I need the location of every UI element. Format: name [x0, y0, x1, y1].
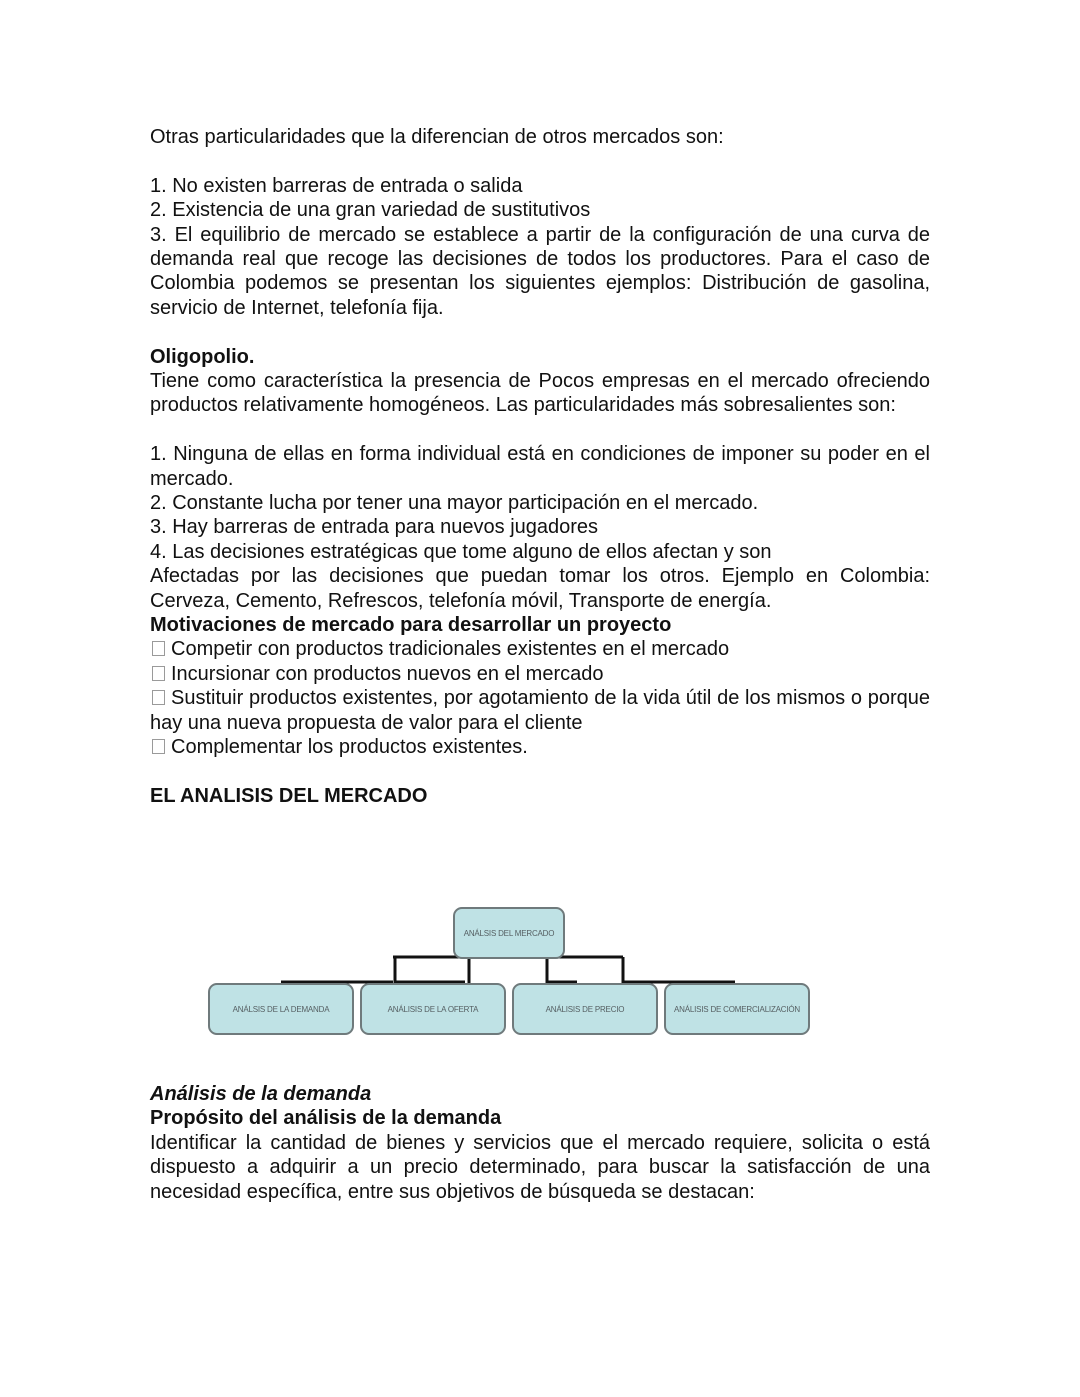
oligopolio-heading: Oligopolio.	[150, 345, 255, 368]
demanda-subheading: Propósito del análisis de la demanda	[150, 1107, 502, 1130]
square-bullet-icon	[152, 739, 165, 754]
list-item: 1. Ninguna de ellas en forma individual está en condiciones de imponer su poder en el mercado.	[150, 443, 930, 490]
diagram-node-comercializacion: ANÁLISIS DE COMERCIALIZACIÓN	[664, 983, 810, 1035]
bullet-text: Sustituir productos existentes, por agotamiento de la vida útil de los mismos o porque hay una nueva propuesta de valor para el cliente	[150, 687, 930, 734]
motivaciones-heading: Motivaciones de mercado para desarrollar un proyecto	[150, 614, 672, 637]
bullet-text: Incursionar con productos nuevos en el mercado	[171, 662, 604, 685]
document-page	[150, 125, 930, 808]
diagram-node-demanda: ANÁLSIS DE LA DEMANDA	[208, 983, 354, 1035]
intro-paragraph: Otras particularidades que la diferencian de otros mercados son:	[150, 126, 724, 148]
bullet-text: Competir con productos tradicionales existentes en el mercado	[171, 638, 730, 661]
list-item: 3. El equilibrio de mercado se establece a partir de la configuración de una curva de demanda real que recoge las decisiones de todos los productores. Para el caso de Colombia podemos se presentan los siguientes ejemplos: Distribución de gasolina, servicio de Internet, telefonía fija.	[150, 223, 930, 319]
list-item: 2. Existencia de una gran variedad de sustitutivos	[150, 199, 591, 222]
square-bullet-icon	[152, 666, 165, 681]
square-bullet-icon	[152, 641, 165, 656]
square-bullet-icon	[152, 690, 165, 705]
bullet-item	[150, 637, 930, 661]
bullet-item	[150, 686, 930, 735]
diagram-node-root: ANÁLSIS DEL MERCADO	[453, 907, 565, 959]
bullet-item	[150, 662, 930, 686]
demanda-heading: Análisis de la demanda	[150, 1083, 372, 1105]
diagram-node-oferta: ANÁLISIS DE LA OFERTA	[360, 983, 506, 1035]
bullet-item	[150, 735, 930, 759]
bullet-text: Complementar los productos existentes.	[171, 736, 528, 759]
list-item: 3. Hay barreras de entrada para nuevos jugadores	[150, 516, 599, 539]
list-item: 2. Constante lucha por tener una mayor participación en el mercado.	[150, 492, 759, 515]
oligopolio-continuation: Afectadas por las decisiones que puedan tomar los otros. Ejemplo en Colombia: Cerveza, Cemento, Refrescos, telefonía móvil, Transporte de energía.	[150, 565, 930, 612]
analisis-heading: EL ANALISIS DEL MERCADO	[150, 784, 428, 807]
oligopolio-description: Tiene como característica la presencia de Pocos empresas en el mercado ofreciendo productos relativamente homogéneos. Las particularidades más sobresalientes son:	[150, 370, 930, 417]
list-item: 4. Las decisiones estratégicas que tome alguno de ellos afectan y son	[150, 540, 772, 563]
list-item: 1. No existen barreras de entrada o salida	[150, 174, 523, 197]
diagram-node-precio: ANÁLISIS DE PRECIO	[512, 983, 658, 1035]
demanda-body: Identificar la cantidad de bienes y servicios que el mercado requiere, solicita o está dispuesto a adquirir a un precio determinado, para buscar la satisfacción de una necesidad específica, entre sus objetivos de búsqueda se destacan:	[150, 1131, 930, 1203]
demanda-section	[150, 1082, 930, 1204]
market-analysis-diagram	[205, 905, 815, 1040]
